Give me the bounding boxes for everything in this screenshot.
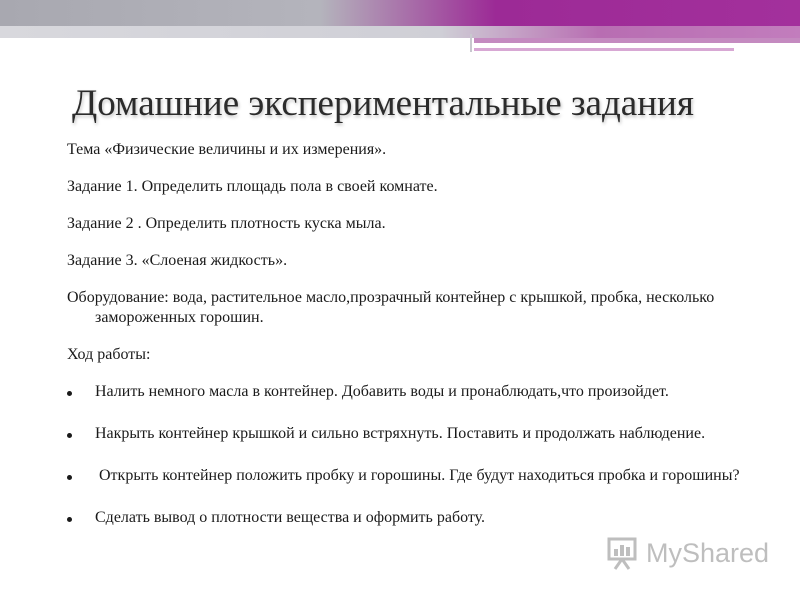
header-accent-line: [474, 38, 800, 43]
list-item: [67, 508, 787, 528]
list-item-text: Налить немного масла в контейнер. Добавить воды и пронаблюдать,что произойдет.: [95, 383, 669, 400]
header-band-shade: [0, 26, 800, 38]
header-band-divider: [470, 34, 472, 52]
list-item: [67, 466, 787, 486]
equipment-line: Оборудование: вода, растительное масло,прозрачный контейнер с крышкой, пробка, несколько замороженных горошин.: [67, 289, 715, 326]
list-item: [67, 424, 787, 444]
list-item-text: Открыть контейнер положить пробку и горошины. Где будут находиться пробка и горошины?: [95, 467, 740, 484]
task-2: Задание 2 . Определить плотность куска мыла.: [67, 215, 386, 232]
topic-line: Тема «Физические величины и их измерения».: [67, 141, 387, 158]
header-accent-line-thin: [474, 48, 734, 51]
task-3: Задание 3. «Слоеная жидкость».: [67, 252, 288, 269]
procedure-heading: Ход работы:: [67, 346, 151, 363]
slide-body: [67, 140, 787, 545]
slide-title: Домашние экспериментальные задания: [72, 83, 694, 124]
bullet-icon: [67, 433, 72, 438]
bullet-icon: [67, 391, 72, 396]
myshared-logo-icon: [606, 535, 640, 571]
list-item-text: Накрыть контейнер крышкой и сильно встряхнуть. Поставить и продолжать наблюдение.: [95, 425, 706, 442]
list-item: [67, 382, 787, 402]
header-band: [0, 0, 800, 26]
bullet-icon: [67, 475, 72, 480]
bullet-icon: [67, 517, 72, 522]
watermark-text: MyShared: [646, 537, 770, 568]
watermark: [606, 535, 769, 571]
task-1: Задание 1. Определить площадь пола в своей комнате.: [67, 178, 438, 195]
list-item-text: Сделать вывод о плотности вещества и оформить работу.: [95, 509, 486, 526]
